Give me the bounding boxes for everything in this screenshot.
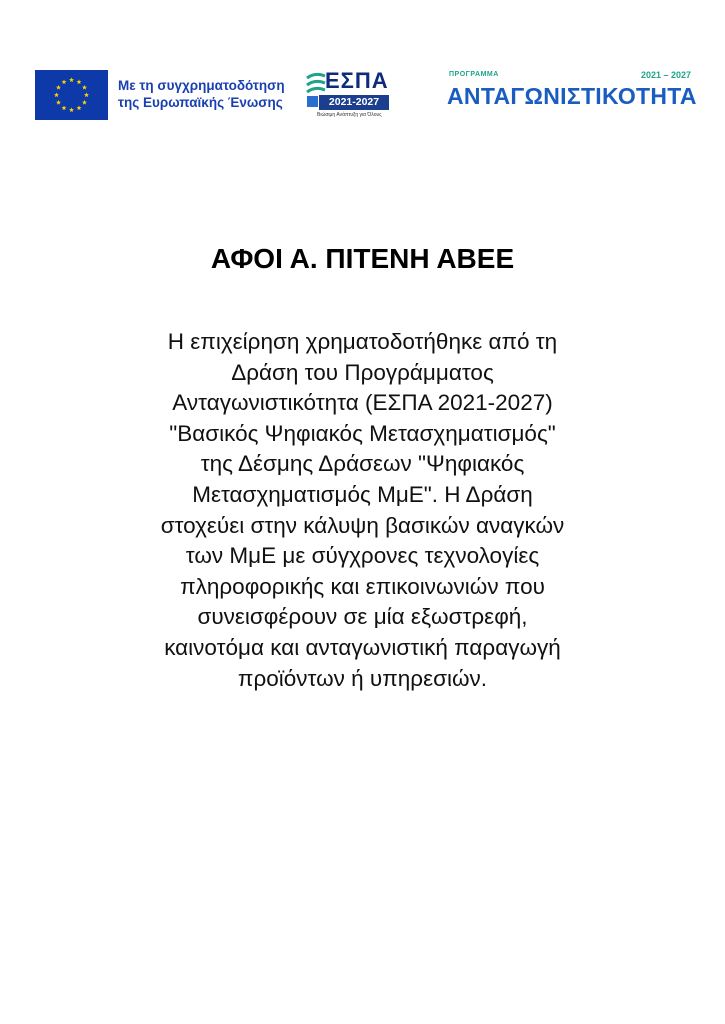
statement-line: στοχεύει στην κάλυψη βασικών αναγκών [160,512,565,538]
eu-star-icon [82,100,87,105]
espa-title: ΕΣΠΑ [325,68,389,93]
funding-statement [60,327,665,694]
eu-star-icon [56,100,61,105]
program-logo [447,68,697,113]
espa-swoosh-icon [305,72,327,96]
statement-line: Ανταγωνιστικότητα (ΕΣΠΑ 2021-2027) [172,390,553,416]
eu-star-icon [82,85,87,90]
program-years: 2021 – 2027 [640,70,691,80]
statement-line: "Βασικός Ψηφιακός Μετασχηματισμός" [169,420,556,446]
eu-star-icon [54,92,59,97]
statement-line: συνεισφέρουν σε μία εξωστρεφή, [197,604,528,630]
eu-star-icon [62,79,67,84]
program-label: ΠΡΟΓΡΑΜΜΑ [449,71,499,78]
eu-star-icon [69,107,74,112]
eu-cofunding-text [118,77,318,111]
espa-years: 2021-2027 [319,95,389,110]
statement-line: της Δέσμης Δράσεων "Ψηφιακός [200,451,525,477]
eu-cofunding-line-1: Με τη συγχρηματοδότηση [118,78,285,93]
eu-star-icon [84,92,89,97]
statement-line: Δράση του Προγράμματος [231,359,494,385]
statement-line: καινοτόμα και ανταγωνιστική παραγωγή [164,634,561,660]
statement-line: πληροφορικής και επικοινωνιών που [180,573,545,599]
program-name: ΑΝΤΑΓΩΝΙΣΤΙΚΟΤΗΤΑ [447,83,697,109]
eu-star-icon [62,105,67,110]
statement-line: προϊόντων ή υπηρεσιών. [237,665,488,691]
eu-star-icon [56,85,61,90]
statement-line: Η επιχείρηση χρηματοδοτήθηκε από τη [167,329,558,354]
statement-line: Μετασχηματισμός ΜμΕ". Η Δράση [192,481,533,507]
eu-star-icon [77,105,82,110]
eu-star-icon [77,79,82,84]
logo-bar [0,0,725,140]
eu-cofunding-line-2: της Ευρωπαϊκής Ένωσης [118,95,283,110]
espa-logo [305,68,390,123]
espa-tagline: Βιώσιμη Ανάπτυξη για Όλους [317,112,382,118]
company-title: ΑΦΟΙ Α. ΠΙΤΕΝΗ ΑΒΕΕ [210,243,515,274]
statement-line: των ΜμΕ με σύγχρονες τεχνολογίες [185,543,540,569]
greek-flag-icon [307,96,318,107]
eu-flag-icon [35,70,108,120]
eu-star-icon [69,77,74,82]
